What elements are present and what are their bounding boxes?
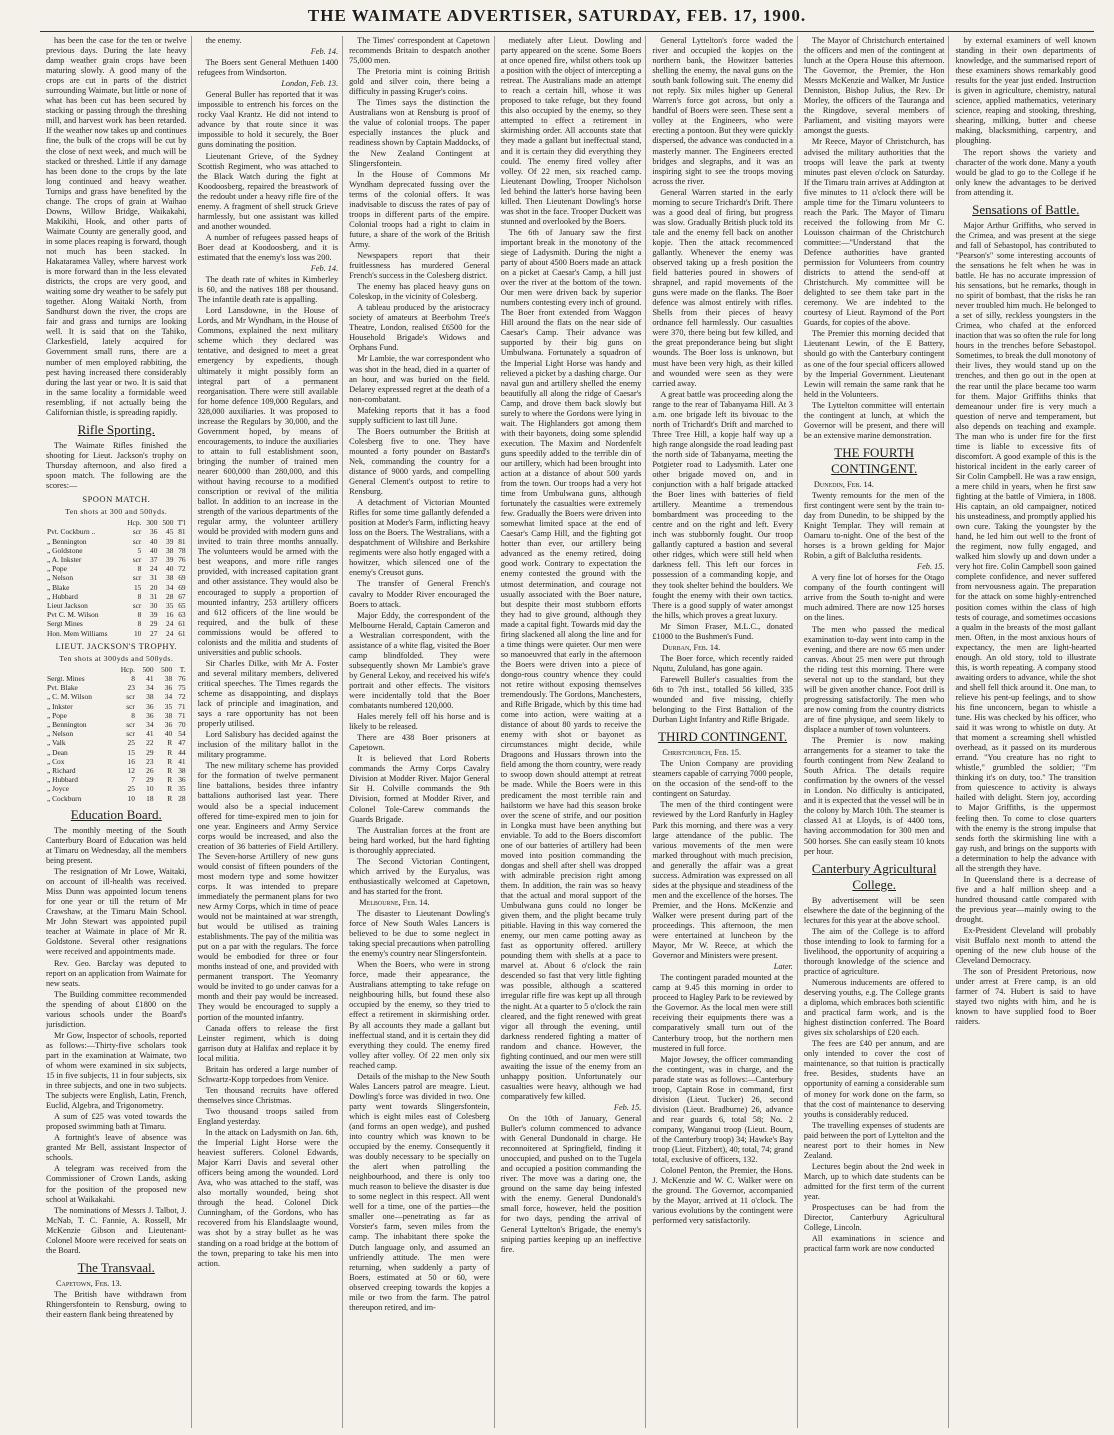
spoon-score-cell: 20 xyxy=(150,582,158,592)
trophy-score-cell: R xyxy=(167,756,173,766)
paragraph: A fortnight's leave of absence was granted Mr Bell, assistant Inspector of schools. xyxy=(46,1133,187,1163)
subheading-spoon-match: SPOON MATCH. xyxy=(82,494,151,505)
spoon-score-cell: 45 xyxy=(166,527,174,537)
trophy-shooter-name: „ C. M. Wilson xyxy=(47,692,92,702)
trophy-score-cell: scr xyxy=(126,692,135,702)
trophy-score-cell: 76 xyxy=(178,674,186,684)
paragraph: Farewell Buller's casualties from the 6th to 7th inst., totalled 56 killed, 335 wounded and five missing, chiefly belonging to the First Battalion of the Durban Light Infantry and Rifle Brigade. xyxy=(652,674,793,725)
paragraph: The report shows the variety and character of the work done. Many a youth would be glad to go to the College if he only knew the advantages to be derived from attending it. xyxy=(955,147,1097,197)
paragraph: Two thousand troops sailed from England yesterday. xyxy=(197,1106,339,1126)
trophy-row xyxy=(46,748,187,757)
trophy-score-cell: 16 xyxy=(127,756,135,766)
paragraph: The Times' correspondent at Capetown recommends Britain to despatch another 75,000 men. xyxy=(349,36,490,66)
trophy-score-cell: 36 xyxy=(164,683,173,693)
spoon-score-cell: scr xyxy=(132,554,142,564)
paragraph: In Queensland there is a decrease of five and a half million sheep and a hundred thousand cattle compared with the previous year—mainly owing to the drought. xyxy=(955,874,1097,924)
paragraph: General Buller has reported that it was impossible to entrench his forces on the rocky Vaal Krantz. He did not intend to advance by that route since it was impossible to hold it securely, the Boer guns dominating the position. xyxy=(197,90,339,150)
paragraph: A tableau produced by the aristocracy society of amateurs at Beerbohm Tree's Theatre, London, realised £6500 for the Household Brigade's Widows and Orphans Fund. xyxy=(349,303,490,353)
trophy-shooter-name: „ Hubbard xyxy=(47,775,78,785)
spoon-match-table xyxy=(46,518,187,638)
dateline: Feb. 14. xyxy=(310,47,339,57)
trophy-shooter-name: „ Richard xyxy=(47,766,76,776)
paragraph: The Pretoria mint is coining British gold and silver coin, there being a difficulty in passing Kruger's coins. xyxy=(349,67,490,97)
paragraph: A telegram was received from the Commissioner of Crown Lands, asking for the position of the proposed new school at Waikakahi. xyxy=(46,1164,187,1204)
trophy-row xyxy=(46,683,187,692)
trophy-score-cell: scr xyxy=(126,729,135,739)
heading-rifle-sporting: Rifle Sporting. xyxy=(77,421,155,437)
spoon-shooter-name: „ Hubbard xyxy=(47,591,78,601)
paragraph: Mr Lambie, the war correspondent who was shot in the head, died in a quarter of an hour, and was buried on the field. Delarey expressed regret at the death of a non-combatant. xyxy=(349,354,490,404)
spoon-header-cell: 500 xyxy=(162,518,174,528)
paragraph: Prospectuses can be had from the Director, Canterbury Agricultural College, Lincoln. xyxy=(803,1203,945,1233)
paragraph: On the 10th of January, General Buller's column commenced to advance with General Dundonald in charge. He reconnoitered at Springfield, finding it unoccupied, and pushed on to the Tugela and occupied a position commanding the river. The move was a daring one, the ground on the same day being infested with the enemy. General Dundonald's small force, however, held the position for two days, pending the arrival of General Lyttelton's Brigade, the enemy's sniping parties keeping up an ineffective fire. xyxy=(500,1114,642,1254)
trophy-score-cell: 25 xyxy=(127,738,135,748)
spoon-score-cell: 76 xyxy=(178,554,186,564)
spoon-shooter-name: „ Pope xyxy=(47,564,67,574)
trophy-row xyxy=(46,794,187,803)
paragraph: When the Boers, who were in strong force, made their appearance, the Australians attempting to take refuge on neighbouring hills, but found these also occupied by the enemy, so they tried to effect a retirement in skirmishing order. By all accounts they made a gallant but ineffectual stand, and it is certain they did everything they could. The enemy fired volley after volley. Of 22 men only six reached camp. xyxy=(349,960,490,1070)
column-1 xyxy=(46,36,192,1428)
trophy-score-cell: 71 xyxy=(178,710,186,720)
paragraph: Numerous inducements are offered to deserving youths, e.g. The College grants a diploma, which embraces both scientific and practical farm work, and is the highest distinction conferred. The Board gives six scholarships of £20 each. xyxy=(803,977,945,1038)
spoon-score-cell: 28 xyxy=(166,591,174,601)
spoon-row xyxy=(46,629,187,638)
spoon-score-cell: 31 xyxy=(150,573,158,583)
paragraph: mediately after Lieut. Dowling and party appeared on the scene. Some Boers at once opened fire, whilst others took up a position with the object of intercepting a retreat. The Australians made an attempt to reach a certain hill, whose it was proposed to take refuge, but they found this also occupied by the enemy, so they attempted to effect a retirement in skirmishing order. All accounts state that they made a gallant but ineffectual stand, and it is certain they did everything they could. The enemy fired volley after volley. Of 22 men, six reached camp. Lieutenant Dowling, Trooper Nicholson led behind the latter's horse having been killed. Then Lieutenant Dowling's horse was shot in the face. Trooper Duckett was stunned and overlooked by the Boers. xyxy=(500,36,642,226)
trophy-score-cell: 7 xyxy=(131,775,135,785)
paragraph: Ten thousand recruits have offered themselves since Christmas. xyxy=(197,1085,339,1105)
paragraph: The monthly meeting of the South Canterbury Board of Education was held at Timaru on Wednesday, all the members being present. xyxy=(46,825,187,866)
trophy-score-cell: 34 xyxy=(146,683,154,693)
spoon-row xyxy=(46,573,187,582)
spoon-score-cell: 8 xyxy=(137,591,142,601)
spoon-score-cell: 61 xyxy=(178,628,186,638)
trophy-score-cell: 23 xyxy=(127,683,135,693)
spoon-header-cell: 300 xyxy=(146,518,158,528)
spoon-row xyxy=(46,527,187,536)
trophy-score-cell: 54 xyxy=(178,729,186,739)
trophy-score-cell: scr xyxy=(126,720,135,730)
column-3 xyxy=(349,36,495,1428)
paragraph: The Australian forces at the front are being hard worked, but the hard fighting is thoroughly appreciated. xyxy=(349,825,490,855)
trophy-score-cell: 34 xyxy=(146,720,154,730)
spoon-row xyxy=(46,583,187,592)
paragraph: Britain has ordered a large number of Schwartz-Kopp torpedoes from Venice. xyxy=(197,1064,339,1084)
trophy-shooter-name: „ Nelson xyxy=(47,729,74,739)
trophy-row xyxy=(46,702,187,711)
spoon-score-cell: 10 xyxy=(133,628,142,638)
paragraph: The new military scheme has provided for the formation of twelve permanent line battalions, besides three infantry battalions authorised last year. There would also be a special inducement offered for time-expired men to join for one year. Engineers and Army Service corps would be increased, and also the creation of 36 batteries of Field Artillery. The Seven-horse Artillery of new guns would consist of fifteen pounders of the most modern type and some howitzer corps. It was intended to prepare immediately the permanent plans for two new Army Corps, which in time of peace would not be maintained at war strength, but would be utilised as training establishments. The pay of the militia was put on a par with the regulars. The force would be embodied for three or four months instead of one, and provided with permanent transport. The Yeomanry would be invited to go under canvas for a month and their pay would be increased. They would be encouraged to supply a portion of the mounted infantry. xyxy=(197,761,339,1022)
trophy-score-cell: 26 xyxy=(146,766,154,776)
trophy-score-cell: 10 xyxy=(146,784,154,794)
paragraph: has been the case for the ten or twelve previous days. During the late heavy damp weather grain crops have been maturing slowly. A good many of the crops are cut in parts of the district surrounding Waimate, but little or none of what has been cut has been secured by stacking or passing through the threshing mill, and harvest work has been retarded. If the weather now takes up and continues fine, the bulk of the crops will be cut by the close of next week, and much will be stacked or threshed. Little if any damage has been done to the crops by the late long continued and heavy weather. Turnips and grass have benefited by the change. The crops of grain at Waihao Downs, Willow Bridge, Waikakahi, Makikihi, Hook, and other parts of Waimate County are generally good, and in some places reaping is forward, though not much has been stacked. In Hakataramea Valley, where harvest work is more forward than in the less elevated districts, the crops are very good, and waiting some dry weather to be safely put together. Along Waitaki North, from Sandhurst down the river, the crops are fair and grass and turnips are looking well. It is said that on the Tahiko, Clarkesfield, lately acquired for Government small runs, there are a number of men employed rabbiting, the pest having increased there considerably during the last year or two. It is said that in the same locality a formidable weed resembling, if not actually being the Californian thistle, is spreading rapidly. xyxy=(46,36,187,417)
spoon-score-cell: scr xyxy=(132,600,142,610)
trophy-score-cell: 34 xyxy=(164,692,173,702)
columns xyxy=(46,36,1100,1428)
paragraph: Canada offers to release the first Leinster regiment, which is doing garrison duty at Halifax and replace it by local militia. xyxy=(197,1023,339,1063)
spoon-score-cell: scr xyxy=(132,527,142,537)
spoon-score-cell: 35 xyxy=(166,600,174,610)
spoon-shooter-name: Lieut Jackson xyxy=(47,600,88,610)
spoon-score-cell: 36 xyxy=(150,527,158,537)
spoon-shooter-name: Hon. Mem Williams xyxy=(47,628,108,638)
paragraph: The Boer force, which recently raided Nqutu, Zululand, has gone again. xyxy=(652,653,793,673)
trophy-score-cell: 12 xyxy=(127,766,135,776)
trophy-shooter-name: „ Inkster xyxy=(47,701,73,711)
trophy-score-cell: 35 xyxy=(178,784,186,794)
paragraph: A detachment of Victorian Mounted Rifles for some time gallantly defended a position at Moder's Farm, inflicting heavy loss on the Boers. The Westralians, with a despatchment of Wiltshire and Berkshire regiments were also hotly engaged with a howitzer, which silenced one of the enemy's Creusot guns. xyxy=(349,498,490,578)
dateline: Melbourne, Feb. 14. xyxy=(359,897,430,907)
spoon-score-cell: 72 xyxy=(178,564,186,574)
trophy-score-cell: 36 xyxy=(178,775,186,785)
paragraph: Mafeking reports that it has a food supply sufficient to last till June. xyxy=(349,405,490,425)
spoon-row xyxy=(46,592,187,601)
spoon-score-cell: 37 xyxy=(150,554,158,564)
paragraph: The Premier this morning decided that Lieutenant Lewin, of the E Battery, should go with the Canterbury contingent as one of the four special officers allowed by the Imperial Government. Lieutenant Lewin will remain the same rank that he held in the Volunteers. xyxy=(803,329,945,399)
paragraph: The fees are £40 per annum, and are only intended to cover the cost of maintenance, so that tuition is practically free. Besides, students have an opportunity of earning a considerable sum of money for work done on the farm, so that the cost of maintenance to deserving youths is considerably reduced. xyxy=(803,1039,945,1119)
spoon-score-cell: 61 xyxy=(178,619,186,629)
spoon-score-cell: 81 xyxy=(178,527,186,537)
spoon-score-cell: scr xyxy=(132,536,142,546)
paragraph: Colonel Penton, the Premier, the Hons. J. McKenzie and W. C. Walker were on the ground. The Governor, accompanied by the Mayor, arrived at 11 o'clock. The various evolutions by the contingent were performed very satisfactorily. xyxy=(652,1166,793,1226)
dateline: Durban, Feb. 14. xyxy=(662,642,721,652)
paragraph: Hales merely fell off his horse and is likely to be released. xyxy=(349,712,490,732)
trophy-score-cell: 44 xyxy=(178,747,186,757)
trophy-score-cell: 36 xyxy=(164,720,173,730)
paragraph: The Lyttelton committee will entertain the contingent at lunch, at which the Governor will be present, and there will be an extensive marine demonstration. xyxy=(803,400,945,440)
paragraph: The contingent paraded mounted at the camp at 9.45 this morning in order to proceed to Hagley Park to be reviewed by the Governor. As the local men were still receiving their equipments there was a comparatively small turn out of the Canterbury troop, but the northern men mustered in full force. xyxy=(652,973,793,1053)
paragraph: Newspapers report that their fruitlessness has murdered General French's success in the Colesberg district. xyxy=(349,250,490,281)
trophy-score-cell: 71 xyxy=(178,701,186,711)
spoon-header-cell: Hcp. xyxy=(127,518,142,528)
heading-transvaal: The Transvaal. xyxy=(77,1259,155,1275)
trophy-score-cell: R xyxy=(167,747,173,757)
spoon-score-cell: 34 xyxy=(166,582,174,592)
paragraph: A great battle was proceeding along the range to the rear of Tabanyama Hill. At 3 a.m. one brigade left its bivouac to the north of Trichardt's Drift and marched to Three Tree Hill, a kopje half way up a high range alongside the road leading past the north side of Tabanyama, meeting the Potgieter road to Ladysmith. Later one other brigade moved on, and in conjunction with a half brigade attacked the Boer lines with batteries of field artillery. Meantime a tremendous bombardment was proceeding to the centre and on the right and left. Every inch was stubbornly fought. Our troop gallantly captured a bastion and several other ridges, which were still held when darkness fell. This left our forces in possession of a commanding kopje, and they took shelter behind the boulders. We fought the enemy with their own tactics. There is a good supply of water amongst the hills, which proves a great luxury. xyxy=(652,389,793,620)
paragraph: The Second Victorian Contingent, which arrived by the Euryalus, was enthusiastically welcomed at Capetown, and has started for the front. xyxy=(349,856,490,896)
paragraph: Twenty remounts for the men of the first contingent were sent by the train to-day from Dunedin, to be shipped by the Knight Templar. They will remain at Oamaru to-night. One of the best of the horses is a brown gelding for Major Robin, a gift of Balclutha residents. xyxy=(803,490,945,561)
spoon-score-cell: 39 xyxy=(166,554,174,564)
trophy-score-cell: R xyxy=(167,793,173,803)
spoon-score-cell: 69 xyxy=(178,573,186,583)
spoon-score-cell: 24 xyxy=(166,628,174,638)
trophy-score-cell: 29 xyxy=(146,747,154,757)
trophy-row xyxy=(46,766,187,775)
trophy-score-cell: R xyxy=(167,766,173,776)
spoon-score-cell: 24 xyxy=(150,564,158,574)
spoon-score-cell: 63 xyxy=(178,610,186,620)
spoon-score-cell: 30 xyxy=(150,600,158,610)
trophy-score-cell: 10 xyxy=(127,793,135,803)
spoon-row xyxy=(46,555,187,564)
spoon-score-cell: 8 xyxy=(137,610,142,620)
trophy-row xyxy=(46,775,187,784)
paragraph: The Boers sent General Methuen 1400 refugees from Windsorton. xyxy=(197,58,339,78)
paragraph: The Union Company are providing steamers capable of carrying 7000 people, on the occasion of the send-off to the contingent on Saturday. xyxy=(652,759,793,799)
dateline: Feb. 15. xyxy=(917,562,945,572)
spoon-score-cell: 8 xyxy=(137,619,142,629)
dateline: Capetown, Feb. 13. xyxy=(56,1278,122,1288)
trophy-score-cell: 29 xyxy=(146,775,154,785)
spoon-score-cell: 29 xyxy=(150,619,158,629)
trophy-shooter-name: „ Bennington xyxy=(47,720,87,730)
paragraph: Major Eddy, the correspondent of the Melbourne Herald, Captain Cameron and a Westralian correspondent, with the assistance of a white flag, visited the Boer camp blindfolded. They were subsequently shown Mr Lambie's grave by General Lekoy, and received his wife's portrait and other effects. The visitors were incidentally told that the Boer combatants numbered 120,000. xyxy=(349,610,490,711)
paragraph: The Premier is now making arrangements for a steamer to take the fourth contingent from New Zealand to South Africa. The details require confirmation by the owners of the vessel in London. No difficulty is anticipated, and it is expected that the vessel will be in the colony by March 10th. The steamer is classed A1 at Lloyds, is of 4400 tons, having accommodation for 300 men and 500 horses. She can easily steam 10 knots per hour. xyxy=(803,736,945,856)
spoon-row xyxy=(46,546,187,555)
trophy-score-cell: 8 xyxy=(131,710,135,720)
paragraph: The son of President Pretorious, now under arrest at Frere camp, is an old farmer of 74. Hubert is said to have stayed two nights with him, and he is known to have supplied food to Boer raiders. xyxy=(955,967,1097,1027)
paragraph: The men who passed the medical examination to-day went into camp in the evening, and there are now 65 men under canvas. About 25 men were put through the riding test this morning. There were several not up to the standard, but they will be given another chance. Foot drill is progressing satisfactorily. The men who are now coming from the country districts are of fine physique, and seem likely to displace a number of town volunteers. xyxy=(803,624,945,734)
trophy-score-cell: 23 xyxy=(146,756,154,766)
trophy-score-cell: R xyxy=(167,784,173,794)
spoon-row xyxy=(46,601,187,610)
paragraph: The disaster to Lieutenant Dowling's force of New South Wales Lancers is believed to be due to some neglect in taking special precautions when patrolling the enemy's country near Slingersfontein. xyxy=(349,908,490,959)
paragraph: Rev. Geo. Barclay was deputed to report on an application from Waimate for new seats. xyxy=(46,958,187,988)
trophy-header-cell xyxy=(46,665,113,674)
spoon-score-cell: 31 xyxy=(150,591,158,601)
spoon-score-cell: 24 xyxy=(166,619,174,629)
heading-third-contingent: THIRD CONTINGENT. xyxy=(658,729,788,745)
paragraph: Details of the mishap to the New South Wales Lancers patrol are meagre. Lieut. Dowling's force was divided in two. One party went towards Slingersfontein, which is eight miles east of Colesberg (and forms an open wedge), and pushed into country which was known to be occupied by the enemy. Consequently it was doubly necessary to be specially on the alert when patrolling the neighbourhood, and there is only too much reason to believe the disaster is due to some neglect in this respect. All went well for a time, one of the parties—the smaller one—penetrating as far as Vorster's farm, seven miles from the camp. The inhabitant there spoke the Dutch language only, and assumed an unfriendly attitude. The men were returning, when suddenly a party of Boers, estimated at 50 or 60, were observed creeping towards the kopjes a mile or two from the farm. The patrol thereupon retired, and im- xyxy=(349,1071,490,1312)
paragraph: Lord Salisbury has decided against the inclusion of the military ballot in the military programme. xyxy=(197,730,339,760)
trophy-score-cell: scr xyxy=(126,701,135,711)
trophy-row xyxy=(46,757,187,766)
trophy-score-cell: 36 xyxy=(146,701,154,711)
paragraph: The Waimate Rifles finished the shooting for Lieut. Jackson's trophy on Thursday afternoon, and also fired a spoon match. The following are the scores:— xyxy=(46,440,187,490)
trophy-score-cell: 72 xyxy=(178,692,186,702)
column-7 xyxy=(955,36,1100,1428)
trophy-shooter-name: „ Cockburn xyxy=(47,793,82,803)
paragraph: by external examiners of well known standing in their own departments of knowledge, and the summarised report of these examiners shows remarkably good results for the year just ended. Instruction is given in agriculture, chemistry, natural science, applied mathematics, veterinary science, reaping and stooking, threshing, shearing, milking, butter and cheese making, blacksmithing, carpentry, and ploughing. xyxy=(955,36,1097,146)
paragraph: A number of refugees passed heaps of Boer dead at Koodoosberg, and it is estimated that the enemy's loss was 200. xyxy=(197,232,339,262)
paragraph: A very fine lot of horses for the Otago company of the fourth contingent will arrive from the South to-night and were much admired. There are now 125 horses on the lines. xyxy=(803,573,945,623)
spoon-score-cell: 67 xyxy=(178,591,186,601)
spoon-shooter-name: „ Nelson xyxy=(47,573,74,583)
paragraph: Lieutenant Grieve, of the Sydney Scottish Regiment, who was attached to the Black Watch during the fight at Koodoosberg, repaired the breastwork of the redoubt under a heavy rifle fire of the enemy. A fragment of shell struck Grieve harmlessly, but one assistant was killed and another wounded. xyxy=(197,151,339,231)
trophy-row xyxy=(46,674,187,683)
paragraph: All examinations in science and practical farm work are now conducted xyxy=(803,1234,945,1254)
trophy-score-cell: 38 xyxy=(178,766,186,776)
trophy-score-cell: 47 xyxy=(178,738,186,748)
trophy-score-cell: 25 xyxy=(127,784,135,794)
masthead: THE WAIMATE ADVERTISER, SATURDAY, FEB. 17, 1900. xyxy=(307,6,807,25)
trophy-score-cell: 8 xyxy=(131,674,135,684)
spoon-score-cell: 40 xyxy=(166,564,174,574)
spoon-header-cell xyxy=(46,518,123,527)
spoon-score-cell: 65 xyxy=(178,600,186,610)
paragraph: The Times says the distinction the Australians won at Rensburg is proof of the value of colonial troops. The paper especially instances the pluck and readiness shown by Captain Maddocks, of the New Zealand Contingent at Slingersfontein. xyxy=(349,98,490,168)
trophy-score-cell: 70 xyxy=(178,720,186,730)
dateline: Later. xyxy=(773,962,793,972)
dateline: Dunedin, Feb. 14. xyxy=(813,479,874,489)
paragraph: Ex-President Cleveland will probably visit Buffalo next month to attend the opening of the new club house of the Cleveland Democracy. xyxy=(955,926,1097,966)
trophy-score-cell: 28 xyxy=(178,793,186,803)
trophy-row xyxy=(46,711,187,720)
spoon-match-conditions: Ten shots at 300 and 500yds. xyxy=(65,507,168,517)
spoon-row xyxy=(46,564,187,573)
trophy-score-cell: 36 xyxy=(146,710,154,720)
spoon-score-cell: 39 xyxy=(166,536,174,546)
paragraph: Sir Charles Dilke, with Mr A. Foster and several military members, delivered critical speeches. The Times regards the scheme as disappointing, and displays lack of principle and imagination, and says a rare opportunity has not been properly utilised. xyxy=(197,658,339,729)
spoon-score-cell: 81 xyxy=(178,536,186,546)
paragraph: The transfer of General French's cavalry to Modder River encouraged the Boers to attack. xyxy=(349,579,490,609)
spoon-shooter-name: „ Blake xyxy=(47,582,70,592)
paragraph: The Mayor of Christchurch entertained the officers and men of the contingent at lunch at the Opera House this afternoon. The Governor, the Premier, the Hon Messrs McKenzie and Walker, Mr Justice Denniston, Bishop Julius, the Rev. Dr Morley, the officers of the Tauranga and the Ringdove, several members of Parliament, and visiting mayors were amongst the guests. xyxy=(803,36,945,136)
trophy-header-cell: T. xyxy=(179,664,186,674)
trophy-shooter-name: „ Cox xyxy=(47,756,65,766)
paragraph: A sum of £25 was voted towards the proposed swimming bath at Timaru. xyxy=(46,1112,187,1132)
subheading-jackson-trophy: LIEUT. JACKSON'S TROPHY. xyxy=(55,640,178,651)
paragraph: The nominations of Messrs J. Talbot, J. McNab, T. C. Fannie, A. Rossell, Mr McKenzie Gibson and Lieutenant-Colonel Moore were received for seats on the Board. xyxy=(46,1205,187,1255)
trophy-row xyxy=(46,784,187,793)
paragraph: The enemy has placed heavy guns on Coleskop, in the vicinity of Colesberg. xyxy=(349,282,490,302)
paragraph: General Warren started in the early morning to secure Trichardt's Drift. There was a good deal of firing, but progress was slow. Gradually British pluck told its tale and the enemy fell back on another kopje. Then the attack recommenced gallantly. Whenever the enemy was observed taking up a fresh position the field batteries poured in showers of shrapnel, and rapid movements of the guns were made on the flanks. The Boer defence was almost entirely with rifles. Shells from their pieces of heavy ordnance fell harmlessly. Our casualties were 370, there being but few killed, and the great preponderance being but slight wounds. The Boer loss is unknown, but must have been very high, as their killed and wounded were seen as they were carried away. xyxy=(652,187,793,388)
paragraph: The travelling expenses of students are paid between the port of Lyttelton and the nearest port to their homes in New Zealand. xyxy=(803,1120,945,1160)
column-6 xyxy=(804,36,950,1428)
spoon-score-cell: 39 xyxy=(150,610,158,620)
heading-agricultural-college: Canterbury Agricultural College. xyxy=(811,860,937,892)
trophy-score-cell: 41 xyxy=(146,674,154,684)
trophy-score-cell: 15 xyxy=(127,747,135,757)
spoon-header-cell: T'l xyxy=(177,518,186,528)
trophy-shooter-name: „ Pope xyxy=(47,710,67,720)
column-2 xyxy=(198,36,344,1428)
trophy-shooter-name: „ Joyce xyxy=(47,784,69,794)
trophy-score-cell: R xyxy=(167,738,173,748)
spoon-shooter-name: „ A. Inkster xyxy=(47,554,82,564)
trophy-row xyxy=(46,692,187,701)
paragraph: Mr Reece, Mayor of Christchurch, has advised the military authorities that the troops will leave the park at twenty minutes past eleven o'clock on Saturday. If the Timaru train arrives at Addington at five minutes to 11 o'clock there will be ample time for the Timaru volunteers to reach the Park. The Mayor of Timaru received the following from Mr C. Louisson chairman of the Christchurch committee:—"Understand that the Defence authorities have granted permission for Volunteers from country districts to attend the send-off at Christchurch. My committee will be delighted to see them take part in the ceremony. We are indebted to the courtesy of Lieut. Raymond of the Port Guards, for copies of the above. xyxy=(803,137,945,328)
paragraph: The Building committee recommended the spending of about £1800 on the various schools under the Board's jurisdiction. xyxy=(46,989,187,1029)
spoon-score-cell: 16 xyxy=(166,610,174,620)
dateline: London, Feb. 13. xyxy=(281,79,339,89)
trophy-row xyxy=(46,720,187,729)
dateline: Christchurch, Feb. 15. xyxy=(662,748,742,758)
paragraph: The 6th of January saw the first important break in the monotony of the siege of Ladysmith. During the night a party of about 4500 Boers made an attack on a picket at Caesar's Camp, a hill just over the river at the bottom of the town. Our men were driven back by superior numbers contesting every inch of ground. The Boer front extended from Waggon Hill around the flats on the near side of Caesar's Camp. Their advance was supported by their big guns on Umbulwana. Fortunately a squadron of the Imperial Light Horse was handy and relieved a picket by a dashing charge. Our naval gun and artillery shelled the enemy beautifully all along the ridge of Caesar's Camp, and drove them back slowly but surely to where the Gordons were lying in wait. The Highlanders got among them with their bayonets, doing some splendid execution. The Maxim and Nordenfelt guns speedily added to the terrible din of our artillery, which had been brought into action at a distance of about 500 yards from the town. Our troops had a very hot time from Umbulwana guns, although fortunately the casualties were extremely few. Gradually the Boers were driven into somewhat limited space at the end of Caesar's Camp Hill, and the fighting got hotter than ever, our artillery being advanced as the enemy retired, doing good work. Contrary to expectation the enemy contested the ground with the utmost determination, and courage not usually associated with the Boer nature, but despite their most stubborn efforts they had to give ground, although they made a capital fight. Towards mid day the firing slackened all along the line and for a time things were quieter. Our men were so manoeuvred that early in the afternoon the Boers were driven into a piece of dongo-rous country whence they could not retire without exposing themselves tremendously. The Gordons, Manchesters, and Rifle Brigade, which by this time had come into action, were waiting at a distance of about 80 yards to receive the enemy with shot or bayonet as circumstances might decide, while Dragoons and Hussars thrown into the field among the thorn country, were ready to swoop down should attempt at retreat be made. While the Boers were in this predicament the most terrible rain and hailstorm we have had this season broke over the scene of strife, and our position in Longka must have been anything but enviable. To add to the Boers discomfort one of our batteries of artillery had been moved into position commanding the dongas and shell after shell was dropped with admirable precision right among them. In addition, the rain was so heavy that the actual and moral support of the Umbulwana guns could no longer be given them, and the plight became truly pitiable. Having in this way cornered the enemy, our men came potting away as fast as opportunity offered. artillery pounding them with shells at a pace to marvel at. About 6 o'clock the rain descended so fast that very little fighting was possible, although a scattered irregular rifle fire was kept up all through the night. At a quarter to 5 o'clock the rain cleared, and the fight renewed with great vigor all through the evening, until darkness rendered fighting a matter of random and chance. However, the fighting continued, and our men were still awaiting the issue of the enemy from an unhappy position. Unfortunately our casualties were heavy, although we had comparatively few killed. xyxy=(500,227,642,1101)
heading-sensations-of-battle: Sensations of Battle. xyxy=(972,201,1080,217)
trophy-score-cell: 41 xyxy=(178,756,186,766)
paragraph: The British have withdrawn from Rhingersfontein to Rensburg, owing to their eastern flank being threatened by xyxy=(46,1289,187,1319)
trophy-header-cell: 500 xyxy=(161,664,173,674)
trophy-score-cell: 40 xyxy=(164,729,173,739)
trophy-conditions: Ten shots at 300yds and 500yds. xyxy=(59,653,174,663)
spoon-score-cell: 15 xyxy=(133,582,142,592)
column-5 xyxy=(652,36,798,1428)
trophy-shooter-name: „ Dean xyxy=(47,747,68,757)
heading-fourth-contingent: THE FOURTH CONTINGENT. xyxy=(831,444,918,476)
paragraph: General Lyttelton's force waded the river and occupied the kopjes on the northern bank, the Howitzer batteries shelling the enemy, the naval guns on the south bank following suit. The enemy did not reply. Six miles higher up General Warren's force got across, but only a handful of Boers were seen. These sent a volley at the Engineers, who were erecting a pontoon. But they were quickly dispersed, the advance was conducted in a masterly manner. The Engineers erected bridges and slegraphs, and it was an inspiring sight to see the troops moving across the river. xyxy=(652,36,793,186)
spoon-score-cell: 8 xyxy=(137,564,142,574)
paragraph: The resignation of Mr Lowe, Waitaki, on account of ill-health was received. Miss Dunn was appointed locum tenens for one year or till the return of Mr Crawshaw, at the Timaru Main School. Mr John Stewart was appointed pupil teacher at Waimate in place of Mr R. Goldstone. Several other resignations were received and appointments made. xyxy=(46,867,187,957)
spoon-score-cell: 38 xyxy=(166,573,174,583)
spoon-score-cell: 69 xyxy=(178,582,186,592)
trophy-score-cell: 38 xyxy=(146,692,154,702)
trophy-header-row xyxy=(46,665,187,674)
spoon-row xyxy=(46,537,187,546)
trophy-score-cell: 75 xyxy=(178,683,186,693)
spoon-score-cell: 27 xyxy=(150,628,158,638)
spoon-header-row xyxy=(46,518,187,527)
spoon-shooter-name: „ Goldstone xyxy=(47,545,83,555)
trophy-row xyxy=(46,738,187,747)
spoon-shooter-name: Pvt C. M. Wilson xyxy=(47,610,99,620)
paragraph: There are 438 Boer prisoners at Capetown. xyxy=(349,733,490,753)
spoon-shooter-name: Sergt Mines xyxy=(47,619,83,629)
column-4 xyxy=(501,36,647,1428)
spoon-score-cell: 78 xyxy=(178,545,186,555)
paragraph: Mr Simon Fraser, M.L.C., donated £1000 to the Bushmen's Fund. xyxy=(652,621,793,641)
paragraph: Mr Gow, Inspector of schools, reported as follows:—Thirty-five scholars took part in the examination at Waimate, two of whom were examined in six subjects, 15 in five subjects, 11 in four subjects, six in three subjects, and one in two subjects. The subjects were English, Latin, French, Euclid, Algebra, and Trigonometry. xyxy=(46,1030,187,1111)
spoon-row xyxy=(46,610,187,619)
trophy-shooter-name: Sergt. Mines xyxy=(47,674,85,684)
spoon-score-cell: scr xyxy=(132,573,142,583)
paragraph: By advertisement will be seen elsewhere the date of the beginning of the lectures for this year at the above school. xyxy=(803,895,945,925)
spoon-row xyxy=(46,619,187,628)
trophy-score-cell: 18 xyxy=(146,793,154,803)
trophy-score-cell: 35 xyxy=(164,701,173,711)
trophy-score-cell: 41 xyxy=(146,729,154,739)
trophy-row xyxy=(46,729,187,738)
paragraph: Major Jowsey, the officer commanding the contingent, was in charge, and the parade state was as follows:—Canterbury troop, Captain Rose in command, first division (Lieut. Tucker) 26, second division (Lieut. Bradburne) 26, advance and rear guards 6, total 58; No. 2 company, Wanganui troop (Lieut. Bourn, of the Canterbury troop) 34; Hawke's Bay troop (Lieut. Fitzbert), 40; total, 74; grand total, exclusive of officers, 132. xyxy=(652,1054,793,1165)
paragraph: It is believed that Lord Roberts commands the Army Corps Cavalry Division at Modder River. Major General Sir H. Colville commands the 9th Division, formed at Modder River, and Colonel Tole-Carew commands the Guards Brigade. xyxy=(349,754,490,824)
trophy-header-cell: 500 xyxy=(142,664,154,674)
paragraph: the enemy. xyxy=(205,36,242,45)
trophy-score-cell: R xyxy=(167,775,173,785)
paragraph: In the House of Commons Mr Wyndham deprecated fussing over the terms of the colonial offers. It was inadvisable to discuss the rates of pay of troops in different parts of the empire. Colonial troops had a right to claim in future, a share of the work of the British Army. xyxy=(349,169,490,249)
trophy-score-cell: 38 xyxy=(164,674,173,684)
spoon-shooter-name: Pvt. Cockburn .. xyxy=(47,527,96,537)
spoon-score-cell: 5 xyxy=(137,545,142,555)
paragraph: The death rate of whites in Kimberley is 60, and the natives 188 per thousand. The infantile death rate is appalling. xyxy=(197,275,339,305)
heading-education-board: Education Board. xyxy=(70,806,162,822)
paragraph: The aim of the College is to afford those intending to look to farming for a livelihood, the opportunity of acquiring a thorough knowledge of the science and practice of agriculture. xyxy=(803,926,945,976)
masthead-rule xyxy=(40,31,1094,32)
paragraph: Major Arthur Griffiths, who served in the Crimea, and was present at the siege and fall of Sebastopol, has contributed to "Pearson's" some interesting accounts of the sensations he felt when he was in battle. He has no accurate impression of his sensations, but he remarks, though in no spirit of bombast, that the risks he ran never troubled him much. He belonged to a set of silly, reckless youngsters in the Crimea, who chafed at the enforced inaction that was so often the rule for long hours in the trenches before Sebastopol. Sometimes, to break the dull monotony of their lives, they would stand up on the trenches, and then go out in the open at the rear until the place became too warm for them. Major Griffiths thinks that demeanour under fire is very much a question of nerve and temperament, but also depends on teaching and example. The man who is under fire for the first time is liable to excessive fits of discomfort. A good example of this is the historical incident in the early career of Sir Colin Campbell. He was a raw ensign, a mere child in years, when he first saw fighting at the battle of Vimiera, in 1808. His captain, an old campaigner, noticed his unsteadiness, and promptly applied his own cure. Taking the youngster by the hand, he led him out well to the front of the regiment, now fully engaged, and walked him slowly up and down under a very hot fire. Colin Campbell soon gained complete confidence, and never suffered from nervousness again. The preparation for the attack on some highly-entrenched position comes within the class of high tests of courage, and sometimes occasions a qualm in the breasts of the most gallant men. Often, in the most anxious hours of expectancy, the men are light-hearted enough. An old story, told to illustrate this, is worth repeating. A company stood awaiting orders to advance, while the shot and shell fell thick around it. One man, to relieve his pent-up feelings, and to show his fine unconcern, began to whistle a tune. His was checked by his officer, who said it was wrong to whistle on duty. At that moment a screaming shell whistled overhead, as it passed on its murderous errand. "You creature has no right to whistle," grumbled the soldier; "I'm thinking it's on duty, too." The transition from quiescence to activity is always hailed with delight. Stern joy, according to Major Griffiths, is the uppermost feeling then. To come to close quarters with the enemy is the strong impulse that sends forth the skirmishing line with a gay rush, and brings on the supports with a determination to help the advance with all the strength they have. xyxy=(955,220,1097,873)
trophy-score-cell: 22 xyxy=(146,738,154,748)
trophy-table xyxy=(46,665,187,803)
trophy-shooter-name: „ Valk xyxy=(47,738,66,748)
paragraph: Lectures begin about the 2nd week in March, up to which date students can be admitted for the first term of the current year. xyxy=(803,1161,945,1201)
paragraph: In the attack on Ladysmith on Jan. 6th, the Imperial Light Horse were the heaviest sufferers. Colonel Edwards, Major Karri Davis and several other officers being among the wounded. Lord Ava, who was attached to the staff, was also mortally wounded, being shot through the head. Colonel Dick Cunningham, of the Gordons, who has recovered from his Elandslaagte wound, was shot by a stray bullet as he was standing on a road bridge at the bottom of the town, preparing to take his men into action. xyxy=(197,1128,339,1268)
paragraph: Lord Lansdowne, in the House of Lords, and Mr Wyndham, in the House of Commons, explained the next military scheme which they declared was tentative, and designed to meet a great emergency by expedients, though ultimately it might possibly form an integral part of a permanent reorganisation. There were still available for home defence 109,000 Regulars, and 328,000 auxiliaries. It was proposed to increase the Regulars by 30,000, and the Government hoped, by means of encouragements, to induce the auxiliaries to attain to full establishment soon, bringing the number of trained men nearer 600,000 than 280,000, and this without having recourse to a modified conscription or revival of the militia ballot. In addition to an increase in the strength of the various departments of the regular army, the volunteer artillery would be provided with modern guns and invited to train three months annually. The volunteers would be armed with the best weapons, and more rifle ranges provided, with increased capitation grant and other assistance. They would also be encouraged to supply a proportion of mounted infantry, 253 artillery officers and 612 officers of the line would be required, and the bulk of these commissions would be offered to colonists and the militia and students of universities and public schools. xyxy=(197,306,339,657)
trophy-header-cell: Hcp. xyxy=(120,664,135,674)
spoon-shooter-name: „ Bennington xyxy=(47,536,87,546)
dateline: Feb. 14. xyxy=(310,264,339,274)
paragraph: The men of the third contingent were reviewed by the Lord Ranfurly in Hagley Park this morning, and there was a very large attendance of the public. The various movements of the men were marked throughout with much precision, and generally the affair was a great success. Admiration was expressed on all sides at the physique and steadiness of the men and the excellence of the horses. The Premier, and the Hons. McKenzie and Walker were present during part of the proceedings. This afternoon, the men were entertained at luncheon by the Mayor, Mr W. Reece, at which the Governor and Ministers were present. xyxy=(652,800,793,961)
spoon-score-cell: 40 xyxy=(150,545,158,555)
spoon-score-cell: 38 xyxy=(166,545,174,555)
spoon-score-cell: 40 xyxy=(150,536,158,546)
trophy-shooter-name: Pvt. Blake xyxy=(47,683,78,693)
dateline: Feb. 15. xyxy=(613,1102,642,1112)
paragraph: The Boers outnumber the British at Colesberg five to one. They have mounted a forty pounder on Bastard's Nek, commanding the country for a distance of 9000 yards, and compelling General Clement's outpost to retire to Rensburg. xyxy=(349,426,490,497)
trophy-score-cell: 38 xyxy=(164,710,173,720)
